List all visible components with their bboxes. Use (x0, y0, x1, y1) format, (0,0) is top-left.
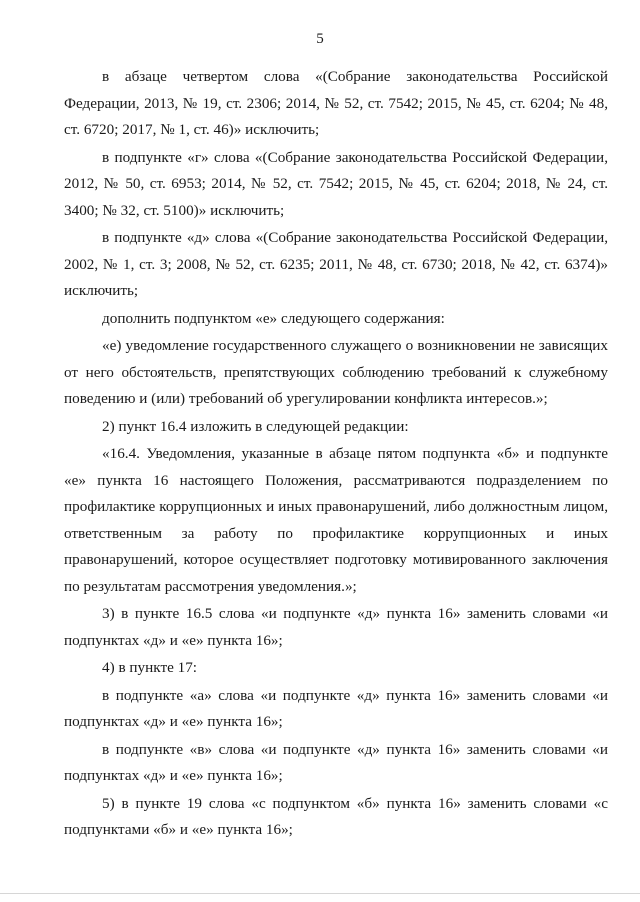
paragraph-9: 4) в пункте 17: (102, 659, 198, 676)
scan-edge-line (0, 893, 640, 894)
page-number: 5 (316, 31, 324, 47)
paragraph-11: в подпункте «в» слова «и подпункте «д» пункта 16» заменить словами «и подпунктах «д» и «е» пункта 16»; (64, 740, 608, 784)
paragraph-2: в подпункте «г» слова «(Собрание законодательства Российской Федерации, 2012, № 50, ст. 6953; 2014, № 52, ст. 7542; 2015, № 45, ст. 6204; 2018, № 24, ст. 3400; № 32, ст. 5100)» исключить; (64, 148, 608, 219)
document-body (64, 64, 608, 844)
paragraph-7: «16.4. Уведомления, указанные в абзаце пятом подпункта «б» и подпункте «е» пункта 16 настоящего Положения, рассматриваются подразделением по профилактике коррупционных и иных правонарушений, либо должностным лицом, ответственным за работу по профилактике коррупционных и иных правонарушений, которое осуществляет подготовку мотивированного заключения по результатам рассмотрения уведомления.»; (64, 445, 608, 595)
paragraph-5: «е) уведомление государственного служащего о возникновении не зависящих от него обстоятельств, препятствующих соблюдению требований к служебному поведению и (или) требований об урегулировании конфликта интересов.»; (64, 337, 608, 407)
paragraph-1: в абзаце четвертом слова «(Собрание законодательства Российской Федерации, 2013, № 19, ст. 2306; 2014, № 52, ст. 7542; 2015, № 45, ст. 6204; № 48, ст. 6720; 2017, № 1, ст. 46)» исключить; (64, 68, 608, 138)
paragraph-12: 5) в пункте 19 слова «с подпунктом «б» пункта 16» заменить словами «с подпунктами «б» и «е» пункта 16»; (64, 794, 608, 838)
paragraph-3: в подпункте «д» слова «(Собрание законодательства Российской Федерации, 2002, № 1, ст. 3; 2008, № 52, ст. 6235; 2011, № 48, ст. 6730; 2018, № 42, ст. 6374)» исключить; (64, 229, 608, 299)
paragraph-6: 2) пункт 16.4 изложить в следующей редакции: (102, 417, 409, 435)
paragraph-8: 3) в пункте 16.5 слова «и подпункте «д» пункта 16» заменить словами «и подпунктах «д» и «е» пункта 16»; (64, 605, 608, 649)
paragraph-4: дополнить подпунктом «е» следующего содержания: (102, 309, 445, 327)
paragraph-10: в подпункте «а» слова «и подпункте «д» пункта 16» заменить словами «и подпунктах «д» и «е» пункта 16»; (64, 686, 608, 730)
